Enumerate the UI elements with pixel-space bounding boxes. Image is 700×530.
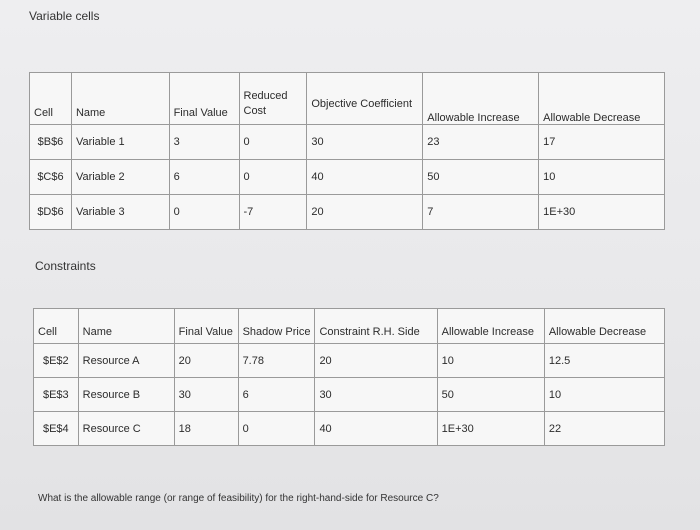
cell-allowable-increase: 50 xyxy=(423,160,539,195)
cell-final-value: 3 xyxy=(169,125,239,160)
cell-shadow-price: 6 xyxy=(238,378,315,412)
cell-reduced-cost: 0 xyxy=(239,125,307,160)
question-text: What is the allowable range (or range of feasibility) for the right-hand-side for Resource C? xyxy=(38,493,439,504)
header-cell: Cell xyxy=(34,309,79,344)
constraints-title: Constraints xyxy=(35,259,96,273)
table-header-row xyxy=(30,73,665,125)
cell-ref: $E$2 xyxy=(34,344,79,378)
cell-shadow-price: 0 xyxy=(238,412,315,446)
cell-ref: $C$6 xyxy=(30,160,72,195)
cell-ref: $B$6 xyxy=(30,125,72,160)
header-reduced-cost: Reduced Cost xyxy=(239,73,307,125)
cell-reduced-cost: -7 xyxy=(239,195,307,230)
cell-name: Variable 3 xyxy=(71,195,169,230)
cell-allowable-decrease: 22 xyxy=(544,412,664,446)
cell-name: Variable 2 xyxy=(71,160,169,195)
cell-allowable-increase: 50 xyxy=(437,378,544,412)
table-row xyxy=(34,344,665,378)
cell-allowable-decrease: 17 xyxy=(539,125,665,160)
constraints-table xyxy=(33,308,665,446)
table-header-row xyxy=(34,309,665,344)
variable-cells-title: Variable cells xyxy=(29,9,100,23)
cell-allowable-decrease: 1E+30 xyxy=(539,195,665,230)
cell-shadow-price: 7.78 xyxy=(238,344,315,378)
cell-final-value: 0 xyxy=(169,195,239,230)
cell-constraint-rhs: 30 xyxy=(315,378,437,412)
cell-name: Variable 1 xyxy=(71,125,169,160)
header-allowable-decrease: Allowable Decrease xyxy=(544,309,664,344)
table-row xyxy=(30,160,665,195)
header-final-value: Final Value xyxy=(174,309,238,344)
cell-final-value: 20 xyxy=(174,344,238,378)
cell-ref: $E$4 xyxy=(34,412,79,446)
cell-name: Resource C xyxy=(78,412,174,446)
cell-final-value: 30 xyxy=(174,378,238,412)
cell-name: Resource A xyxy=(78,344,174,378)
variable-cells-table xyxy=(29,72,665,230)
cell-allowable-decrease: 10 xyxy=(544,378,664,412)
header-allowable-increase: Allowable Increase xyxy=(423,73,539,125)
cell-allowable-decrease: 12.5 xyxy=(544,344,664,378)
cell-allowable-increase: 1E+30 xyxy=(437,412,544,446)
cell-allowable-decrease: 10 xyxy=(539,160,665,195)
table-row xyxy=(34,378,665,412)
header-cell: Cell xyxy=(30,73,72,125)
cell-constraint-rhs: 20 xyxy=(315,344,437,378)
cell-final-value: 18 xyxy=(174,412,238,446)
cell-final-value: 6 xyxy=(169,160,239,195)
header-allowable-decrease: Allowable Decrease xyxy=(539,73,665,125)
header-name: Name xyxy=(78,309,174,344)
cell-ref: $D$6 xyxy=(30,195,72,230)
cell-objective-coefficient: 20 xyxy=(307,195,423,230)
cell-reduced-cost: 0 xyxy=(239,160,307,195)
header-shadow-price: Shadow Price xyxy=(238,309,315,344)
cell-objective-coefficient: 30 xyxy=(307,125,423,160)
cell-allowable-increase: 23 xyxy=(423,125,539,160)
header-name: Name xyxy=(71,73,169,125)
table-row xyxy=(34,412,665,446)
cell-allowable-increase: 10 xyxy=(437,344,544,378)
cell-constraint-rhs: 40 xyxy=(315,412,437,446)
cell-ref: $E$3 xyxy=(34,378,79,412)
table-row xyxy=(30,195,665,230)
table-row xyxy=(30,125,665,160)
cell-allowable-increase: 7 xyxy=(423,195,539,230)
header-constraint-rhs: Constraint R.H. Side xyxy=(315,309,437,344)
cell-name: Resource B xyxy=(78,378,174,412)
header-objective-coefficient: Objective Coefficient xyxy=(307,73,423,125)
cell-objective-coefficient: 40 xyxy=(307,160,423,195)
header-final-value: Final Value xyxy=(169,73,239,125)
header-allowable-increase: Allowable Increase xyxy=(437,309,544,344)
